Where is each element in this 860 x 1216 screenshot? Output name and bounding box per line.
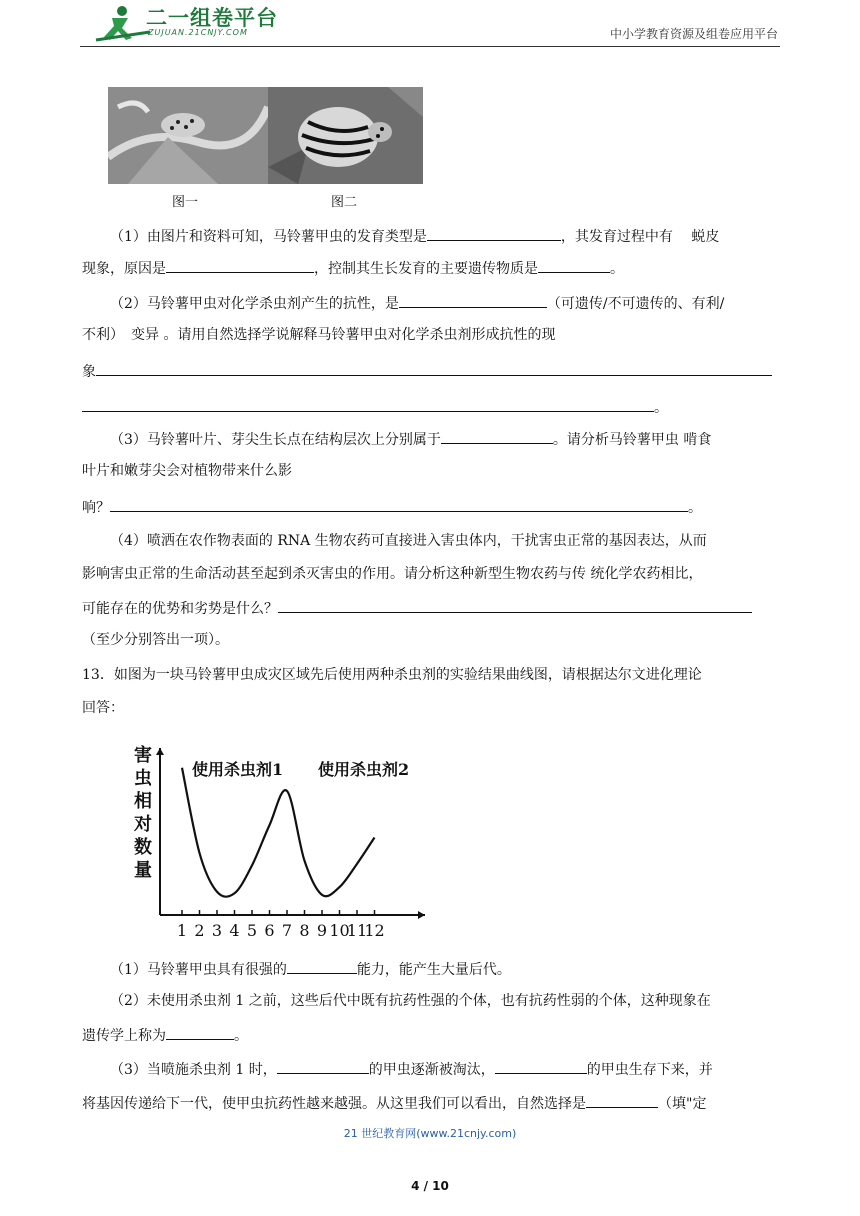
pest-population-chart <box>130 743 430 943</box>
answer-blank[interactable] <box>277 1058 369 1074</box>
s3-text-e: （填"定 <box>658 1096 707 1112</box>
q1-text-b: ，其发育过程中有 蜕皮 <box>560 229 720 245</box>
figure-two-caption: 图二 <box>331 195 358 210</box>
s2-text-c: 。 <box>234 1028 248 1044</box>
x-tick-label: 8 <box>299 921 310 940</box>
q2-text-a: （2）马铃薯甲虫对化学杀虫剂产生的抗性，是 <box>110 296 399 312</box>
q1-line1 <box>82 225 782 247</box>
s1-text-a: （1）马铃薯甲虫具有很强的 <box>110 962 287 978</box>
s3-text-b: 的甲虫逐渐被淘汰， <box>368 1062 495 1078</box>
s2-line1: （2）未使用杀虫剂 1 之前，这些后代中既有抗药性强的个体，也有抗药性弱的个体，这种现象在 <box>110 993 711 1009</box>
logo-text: 二一组卷平台 <box>146 6 278 30</box>
s1-text-b: 能力，能产生大量后代。 <box>356 962 511 978</box>
q2-line4 <box>82 396 782 418</box>
answer-blank[interactable] <box>96 360 772 376</box>
s1-line <box>82 958 782 980</box>
answer-blank[interactable] <box>586 1092 658 1108</box>
x-tick-label: 4 <box>229 921 240 940</box>
s3-text-c: 的甲虫生存下来，并 <box>586 1062 713 1078</box>
q2-line2: 不利） 变异 。请用自然选择学说解释马铃薯甲虫对化学杀虫剂形成抗性的现 <box>82 327 556 343</box>
x-tick-label: 6 <box>264 921 275 940</box>
page-number: 4 / 10 <box>411 1179 449 1193</box>
q2-text-b: （可遗传/不可遗传的、有利/ <box>546 296 725 312</box>
figure-two-photo <box>268 87 423 184</box>
answer-blank[interactable] <box>427 225 561 241</box>
y-axis-label-char: 虫 <box>134 768 152 789</box>
y-axis-label-char: 害 <box>134 745 152 766</box>
q1-text-e: 。 <box>610 261 624 277</box>
q3-line3 <box>82 496 782 518</box>
y-axis-arrow <box>156 748 164 755</box>
answer-blank[interactable] <box>278 597 752 613</box>
page-header <box>80 0 780 47</box>
q4-line1: （4）喷洒在农作物表面的 RNA 生物农药可直接进入害虫体内，干扰害虫正常的基因表达，从而 <box>110 533 707 549</box>
answer-blank[interactable] <box>287 958 357 974</box>
x-tick-label: 1 <box>176 921 188 940</box>
answer-blank[interactable] <box>495 1058 587 1074</box>
y-axis-label-char: 对 <box>134 814 152 835</box>
q3-text-a: （3）马铃薯叶片、芽尖生长点在结构层次上分别属于 <box>110 432 441 448</box>
s2-text-b: 遗传学上称为 <box>82 1028 166 1044</box>
answer-blank[interactable] <box>399 292 547 308</box>
q3-text-d: 。 <box>688 500 702 516</box>
x-tick-label: 12 <box>364 921 385 940</box>
q3-line2: 叶片和嫩芽尖会对植物带来什么影 <box>82 463 292 479</box>
logo-subtext: ZUJUAN.21CNJY.COM <box>148 28 248 37</box>
q4-line2: 影响害虫正常的生命活动甚至起到杀灭害虫的作用。请分析这种新型生物农药与传 统化学农药相比， <box>82 566 703 582</box>
answer-blank[interactable] <box>538 257 610 273</box>
q1-text-d: ，控制其生长发育的主要遗传物质是 <box>314 261 538 277</box>
x-tick-label: 11 <box>346 921 368 940</box>
q2-line3 <box>82 360 782 382</box>
x-tick-label: 10 <box>329 921 350 940</box>
s3-line2 <box>82 1092 782 1114</box>
header-slogan: 中小学教育资源及组卷应用平台 <box>609 27 778 41</box>
s3-text-a: （3）当喷施杀虫剂 1 时， <box>110 1062 277 1078</box>
y-axis-label-char: 量 <box>134 860 152 881</box>
q3-line1 <box>82 428 782 450</box>
figure-one-photo <box>108 87 268 184</box>
answer-blank[interactable] <box>82 396 654 412</box>
x-tick-label: 3 <box>211 921 223 940</box>
s3-text-d: 将基因传递给下一代，使甲虫抗药性越来越强。从这里我们可以看出，自然选择是 <box>82 1096 586 1112</box>
q4-line3 <box>82 597 782 619</box>
q2-line1 <box>82 292 782 314</box>
footer-website-link[interactable]: 21 世纪教育网(www.21cnjy.com) <box>343 1127 517 1140</box>
q2-text-c: 象 <box>82 364 96 380</box>
x-tick-label: 5 <box>246 921 258 940</box>
q13-line2: 回答： <box>82 700 124 716</box>
answer-blank[interactable] <box>110 496 688 512</box>
series-line <box>182 768 375 897</box>
figure-one-caption: 图一 <box>172 195 199 210</box>
q3-text-b: 。请分析马铃薯甲虫 啃食 <box>552 432 712 448</box>
y-axis-label-char: 相 <box>134 791 152 812</box>
q4-line4: （至少分别答出一项）。 <box>82 632 229 648</box>
curve-annotation: 使用杀虫剂2 <box>318 760 410 779</box>
x-tick-label: 9 <box>316 921 328 940</box>
q1-text-c: 现象，原因是 <box>82 261 166 277</box>
answer-blank[interactable] <box>441 428 553 444</box>
q3-text-c: 响？ <box>82 500 110 516</box>
q13-line1: 13．如图为一块马铃薯甲虫成灾区域先后使用两种杀虫剂的实验结果曲线图，请根据达尔文进化理论 <box>82 667 702 683</box>
x-axis-arrow <box>418 911 425 919</box>
y-axis-label-char: 数 <box>134 837 152 858</box>
curve-annotation: 使用杀虫剂1 <box>192 760 284 779</box>
q2-text-d: 。 <box>654 400 668 416</box>
q1-line2 <box>82 257 782 279</box>
q1-text-a: （1）由图片和资料可知，马铃薯甲虫的发育类型是 <box>110 229 427 245</box>
x-tick-label: 2 <box>194 921 205 940</box>
s2-line2 <box>82 1024 782 1046</box>
x-tick-label: 7 <box>281 921 293 940</box>
answer-blank[interactable] <box>166 257 314 273</box>
s3-line1 <box>82 1058 782 1080</box>
q4-text-a: 可能存在的优势和劣势是什么？ <box>82 601 278 617</box>
answer-blank[interactable] <box>166 1024 234 1040</box>
